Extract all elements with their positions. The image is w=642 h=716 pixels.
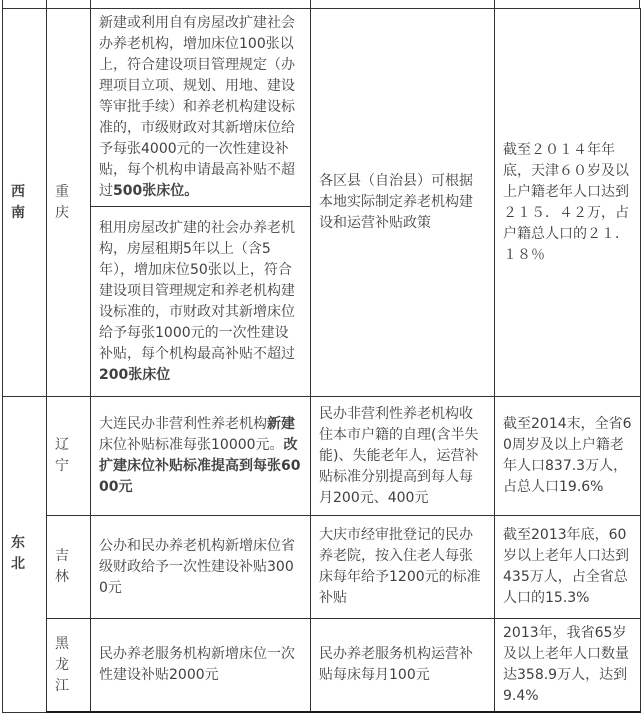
elderly-population-stats-cell-jilin: 截至2013年底，60岁以上老年人口达到435万人，占全省总人口的15.3% [495, 516, 641, 619]
construction-subsidy-cell-chongqing-rented: 租用房屋改扩建的社会办养老机构，房屋租期5年以上（含5年），增加床位50张以上，符合建设项目管理规定和养老机构建设标准的，市财政对其新增床位给予每张1000元的一次性建设补贴，每个机构最高补贴不超过200张床位 [91, 207, 311, 397]
operation-subsidy-cell-chongqing: 各区县（自治县）可根据本地实际制定养老机构建设和运营补贴政策 [311, 9, 495, 397]
construction-subsidy-cell-chongqing-new-build: 新建或利用自有房屋改扩建社会办养老机构，增加床位100张以上，符合建设项目管理规定（办理项目立项、规划、用地、建设等审批手续）和养老机构建设标准的，市级财政对其新增床位给予每张4000元的一次性建设补贴，每个机构申请最高补贴不超过500张床位。 [91, 9, 311, 207]
table-row [3, 397, 641, 516]
operation-subsidy-cell-liaoning: 民办非营利性养老机构收住本市户籍的自理(含半失能)、失能老年人，运营补贴标准分别提高到每人每月200元、400元 [311, 397, 495, 516]
elderly-population-stats-cell-heilongjiang: 2013年，我省65岁及以上老年人口数量达358.9万人，达到9.4% [495, 619, 641, 713]
operation-subsidy-cell-jilin: 大庆市经审批登记的民办养老院，按入住老人每张床每年给予1200元的标准补贴 [311, 516, 495, 619]
region-cell-southwest: 西南 [3, 9, 47, 397]
province-cell-liaoning: 辽宁 [47, 397, 91, 516]
table-row [3, 516, 641, 619]
table-row [3, 9, 641, 207]
province-cell-jilin: 吉林 [47, 516, 91, 619]
construction-subsidy-cell-liaoning: 大连民办非营利性养老机构新建床位补贴标准每张10000元。改扩建床位补贴标准提高到每张6000元 [91, 397, 311, 516]
construction-subsidy-cell-jilin: 公办和民办养老机构新增床位省级财政给予一次性建设补贴3000元 [91, 516, 311, 619]
elder-care-policy-table [2, 8, 641, 713]
elderly-population-stats-cell-liaoning: 截至2014末，全省60周岁及以上户籍老年人口837.3万人，占总人口19.6% [495, 397, 641, 516]
province-cell-heilongjiang: 黑龙江 [47, 619, 91, 713]
elderly-population-stats-cell-chongqing: 截至２０１４年年底，天津６０岁及以上户籍老年人口达到２１５．４２万，占户籍总人口的２１．１８％ [495, 9, 641, 397]
region-cell-northeast: 东北 [3, 397, 47, 713]
construction-subsidy-cell-heilongjiang: 民办养老服务机构新增床位一次性建设补贴2000元 [91, 619, 311, 713]
table-row [3, 619, 641, 713]
operation-subsidy-cell-heilongjiang: 民办养老服务机构运营补贴每床每月100元 [311, 619, 495, 713]
province-cell-chongqing: 重庆 [47, 9, 91, 397]
